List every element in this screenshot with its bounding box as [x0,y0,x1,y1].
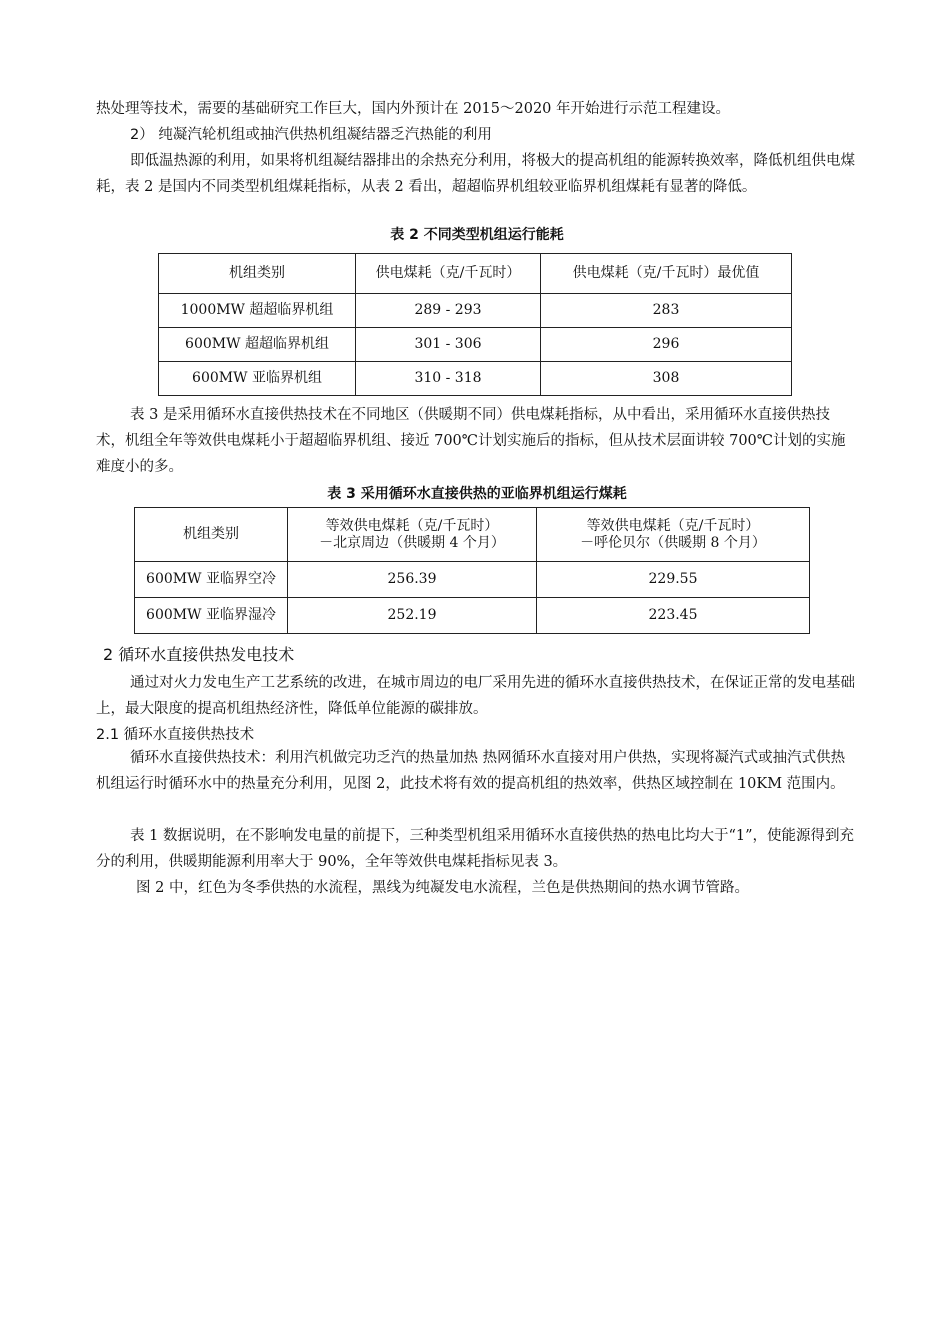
table-header-cell: 供电煤耗（克/千瓦时）最优值 [541,254,792,294]
table-cell: 600MW 超超临界机组 [159,328,356,362]
paragraph-1: 热处理等技术，需要的基础研究工作巨大，国内外预计在 2015～2020 年开始进行示范工程建设。 [96,101,731,117]
table-header-row [135,508,810,562]
paragraph-5: 通过对火力发电生产工艺系统的改进，在城市周边的电厂采用先进的循环水直接供热技术，在保证正常的发电基础上，最大限度的提高机组热经济性，降低单位能源的碳排放。 [96,675,855,717]
table-2 [158,253,792,396]
table-row [135,562,810,598]
table-header-row [159,254,792,294]
header-line: －北京周边（供暖期 4 个月） [319,534,505,551]
header-line: －呼伦贝尔（供暖期 8 个月） [580,534,766,551]
header-line: 等效供电煤耗（克/千瓦时） [586,517,760,534]
table3-caption: 表 3 采用循环水直接供热的亚临界机组运行煤耗 [327,486,627,502]
table-cell: 252.19 [288,598,537,634]
table-cell: 600MW 亚临界空冷 [135,562,288,598]
paragraph-4: 表 3 是采用循环水直接供热技术在不同地区（供暖期不同）供电煤耗指标，从中看出，采用循环水直接供热技术，机组全年等效供电煤耗小于超超临界机组、接近 700℃计划实施后的指标，但从技术层面讲较 700℃计划的实施难度小的多。 [96,407,846,475]
subsection-heading: 2.1 循环水直接供热技术 [96,727,255,743]
paragraph-8: 图 2 中，红色为冬季供热的水流程，黑线为纯凝发电水流程，兰色是供热期间的热水调节管路。 [136,880,749,896]
table-cell: 1000MW 超超临界机组 [159,294,356,328]
table-3 [134,507,810,634]
table-cell: 600MW 亚临界湿冷 [135,598,288,634]
table-cell: 283 [541,294,792,328]
paragraph-7: 表 1 数据说明，在不影响发电量的前提下，三种类型机组采用循环水直接供热的热电比均大于“1”，使能源得到充分的利用，供暖期能源利用率大于 90%，全年等效供电煤耗指标见表 3。 [96,828,854,870]
table-row [159,294,792,328]
paragraph-3: 即低温热源的利用，如果将机组凝结器排出的余热充分利用，将极大的提高机组的能源转换效率，降低机组供电煤耗，表 2 是国内不同类型机组煤耗指标，从表 2 看出，超超临界机组较亚临界机组煤耗有显著的降低。 [96,153,855,195]
header-line: 等效供电煤耗（克/千瓦时） [325,517,499,534]
table-cell: 600MW 亚临界机组 [159,362,356,396]
table-header-cell: 机组类别 [159,254,356,294]
table2-caption: 表 2 不同类型机组运行能耗 [390,227,564,243]
table-header-cell: 供电煤耗（克/千瓦时） [356,254,541,294]
table-cell: 308 [541,362,792,396]
table-header-cell [537,508,810,562]
table-cell: 289 - 293 [356,294,541,328]
table-header-cell: 机组类别 [135,508,288,562]
table-row [159,362,792,396]
table-header-cell [288,508,537,562]
table-cell: 256.39 [288,562,537,598]
table-cell: 310 - 318 [356,362,541,396]
table-cell: 223.45 [537,598,810,634]
table-row [135,598,810,634]
section-heading: 2 循环水直接供热发电技术 [103,645,295,664]
paragraph-6: 循环水直接供热技术：利用汽机做完功乏汽的热量加热 热网循环水直接对用户供热，实现将凝汽式或抽汽式供热机组运行时循环水中的热量充分利用，见图 2，此技术将有效的提高机组的热效率，供热区域控制在 10KM 范围内。 [96,750,846,792]
table-cell: 229.55 [537,562,810,598]
table-cell: 301 - 306 [356,328,541,362]
table-cell: 296 [541,328,792,362]
table-row [159,328,792,362]
paragraph-2: 2） 纯凝汽轮机组或抽汽供热机组凝结器乏汽热能的利用 [130,127,492,143]
